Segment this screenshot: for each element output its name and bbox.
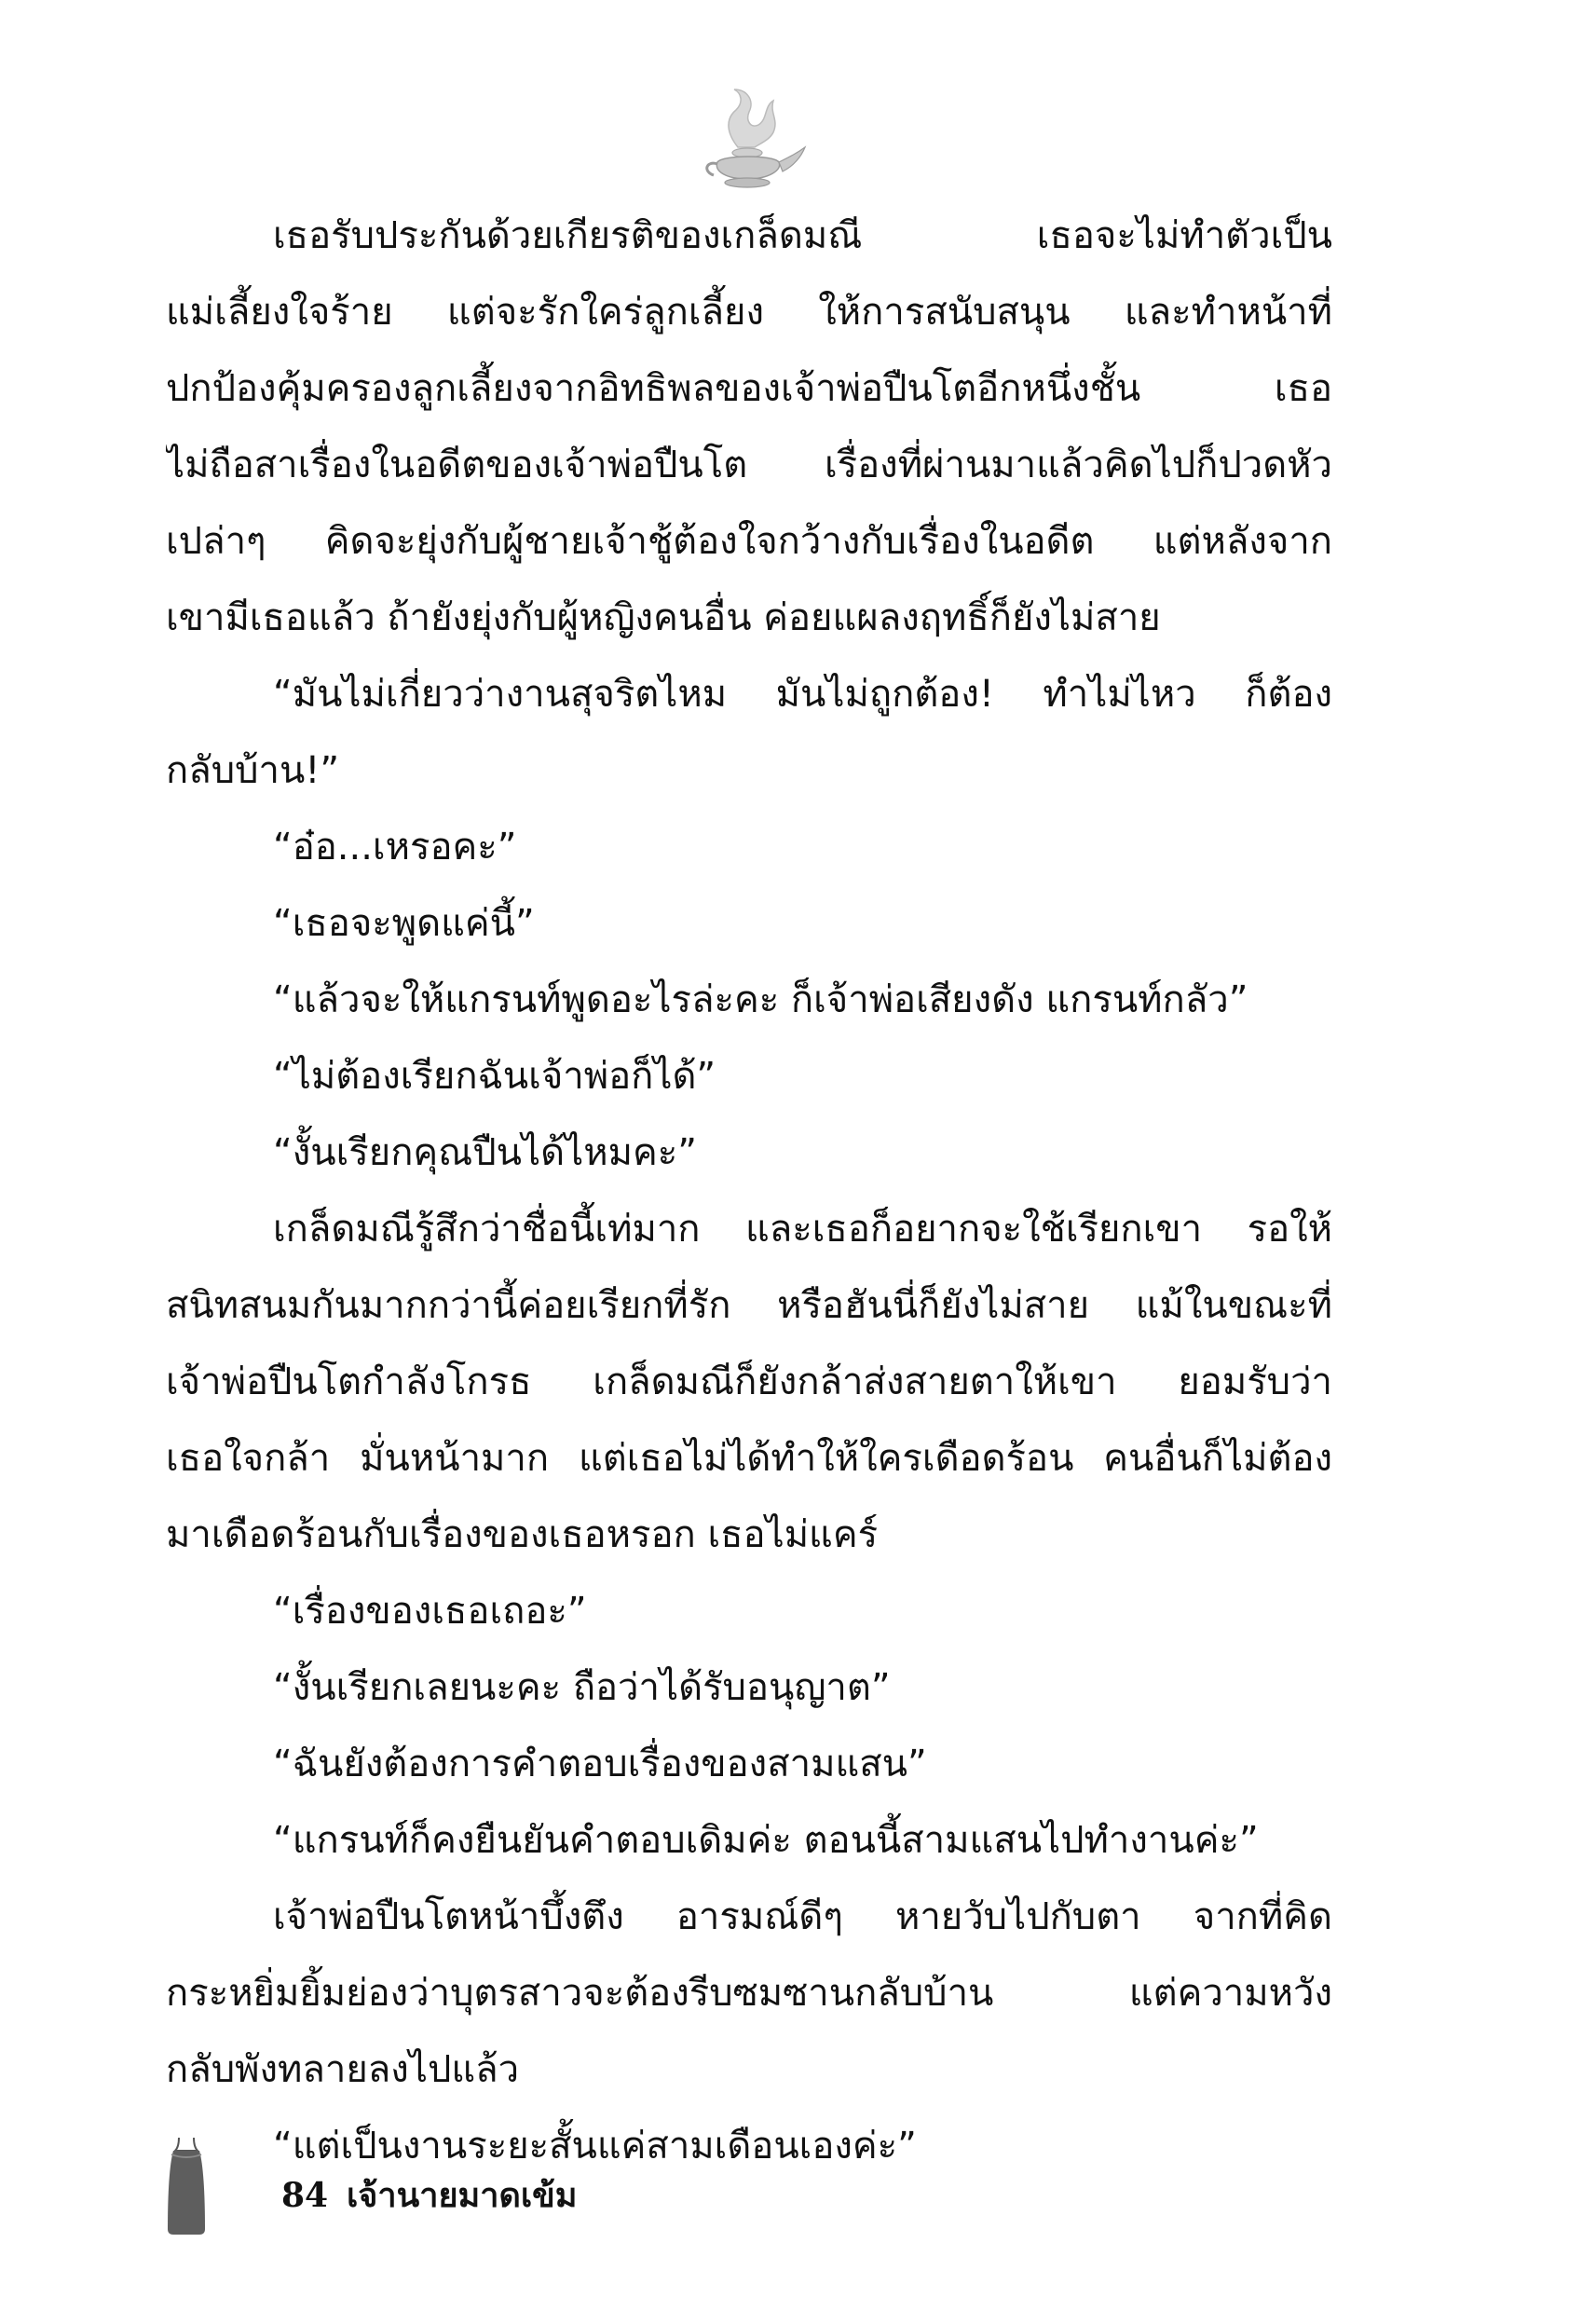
dialogue-line: “เรื่องของเธอเถอะ” — [273, 1590, 587, 1633]
book-title: เจ้านายมาดเข้ม — [347, 2176, 578, 2215]
paragraph-line: เปล่าๆ คิดจะยุ่งกับผู้ชายเจ้าชู้ต้องใจกว้างกับเรื่องในอดีต แต่หลังจาก — [166, 520, 1332, 563]
dialogue-line: “งั้นเรียกคุณปืนได้ไหมคะ” — [273, 1131, 697, 1174]
paragraph-line: กลับพังทลายลงไปแล้ว — [166, 2048, 520, 2091]
page-footer — [166, 2136, 1004, 2238]
genie-lamp-icon — [689, 82, 811, 194]
paragraph-line: เจ้าพ่อปืนโตกำลังโกรธ เกล็ดมณีก็ยังกล้าส่งสายตาให้เขา ยอมรับว่า — [166, 1361, 1332, 1403]
paragraph-line: เธอใจกล้า มั่นหน้ามาก แต่เธอไม่ได้ทำให้ใครเดือดร้อน คนอื่นก็ไม่ต้อง — [166, 1437, 1332, 1480]
page-number: 84 — [281, 2176, 329, 2215]
paragraph-line: ไม่ถือสาเรื่องในอดีตของเจ้าพ่อปืนโต เรื่องที่ผ่านมาแล้วคิดไปก็ปวดหัว — [166, 444, 1332, 486]
apron-icon — [166, 2136, 207, 2236]
dialogue-line: “ฉันยังต้องการคำตอบเรื่องของสามแสน” — [273, 1743, 927, 1785]
paragraph-line: กระหยิ่มยิ้มย่องว่าบุตรสาวจะต้องรีบซมซานกลับบ้าน แต่ความหวัง — [166, 1972, 1332, 2015]
paragraph-line: เจ้าพ่อปืนโตหน้าบึ้งตึง อารมณ์ดีๆ หายวับไปกับตา จากที่คิด — [273, 1895, 1332, 1938]
paragraph-line: เธอรับประกันด้วยเกียรติของเกล็ดมณี เธอจะไม่ทำตัวเป็น — [273, 214, 1332, 257]
body-text — [166, 198, 1332, 2184]
dialogue-line: “แล้วจะให้แกรนท์พูดอะไรล่ะคะ ก็เจ้าพ่อเสียงดัง แกรนท์กลัว” — [273, 978, 1248, 1021]
paragraph-line: เขามีเธอแล้ว ถ้ายังยุ่งกับผู้หญิงคนอื่น ค่อยแผลงฤทธิ์ก็ยังไม่สาย — [166, 596, 1161, 639]
dialogue-line: “อ๋อ...เหรอคะ” — [273, 826, 517, 868]
paragraph-line: ปกป้องคุ้มครองลูกเลี้ยงจากอิทธิพลของเจ้าพ่อปืนโตอีกหนึ่งชั้น เธอ — [166, 367, 1332, 410]
paragraph-line: มาเดือดร้อนกับเรื่องของเธอหรอก เธอไม่แคร์ — [166, 1513, 879, 1556]
paragraph-line: แม่เลี้ยงใจร้าย แต่จะรักใคร่ลูกเลี้ยง ให้การสนับสนุน และทำหน้าที่ — [166, 291, 1332, 334]
paragraph-line: สนิทสนมกันมากกว่านี้ค่อยเรียกที่รัก หรือฮันนี่ก็ยังไม่สาย แม้ในขณะที่ — [166, 1284, 1332, 1327]
dialogue-line: “แต่เป็นงานระยะสั้นแค่สามเดือนเองค่ะ” — [273, 2125, 917, 2167]
dialogue-line: “แกรนท์ก็คงยืนยันคำตอบเดิมค่ะ ตอนนี้สามแสนไปทำงานค่ะ” — [273, 1819, 1259, 1862]
dialogue-line: “ไม่ต้องเรียกฉันเจ้าพ่อก็ได้” — [273, 1055, 716, 1098]
paragraph-line: เกล็ดมณีรู้สึกว่าชื่อนี้เท่มาก และเธอก็อยากจะใช้เรียกเขา รอให้ — [273, 1208, 1332, 1251]
dialogue-line: “งั้นเรียกเลยนะคะ ถือว่าได้รับอนุญาต” — [273, 1666, 891, 1709]
dialogue-line: กลับบ้าน!” — [166, 749, 340, 792]
dialogue-line: “เธอจะพูดแค่นี้” — [273, 902, 535, 945]
dialogue-line: “มันไม่เกี่ยวว่างานสุจริตไหม มันไม่ถูกต้อง! ทำไม่ไหว ก็ต้อง — [273, 673, 1332, 716]
